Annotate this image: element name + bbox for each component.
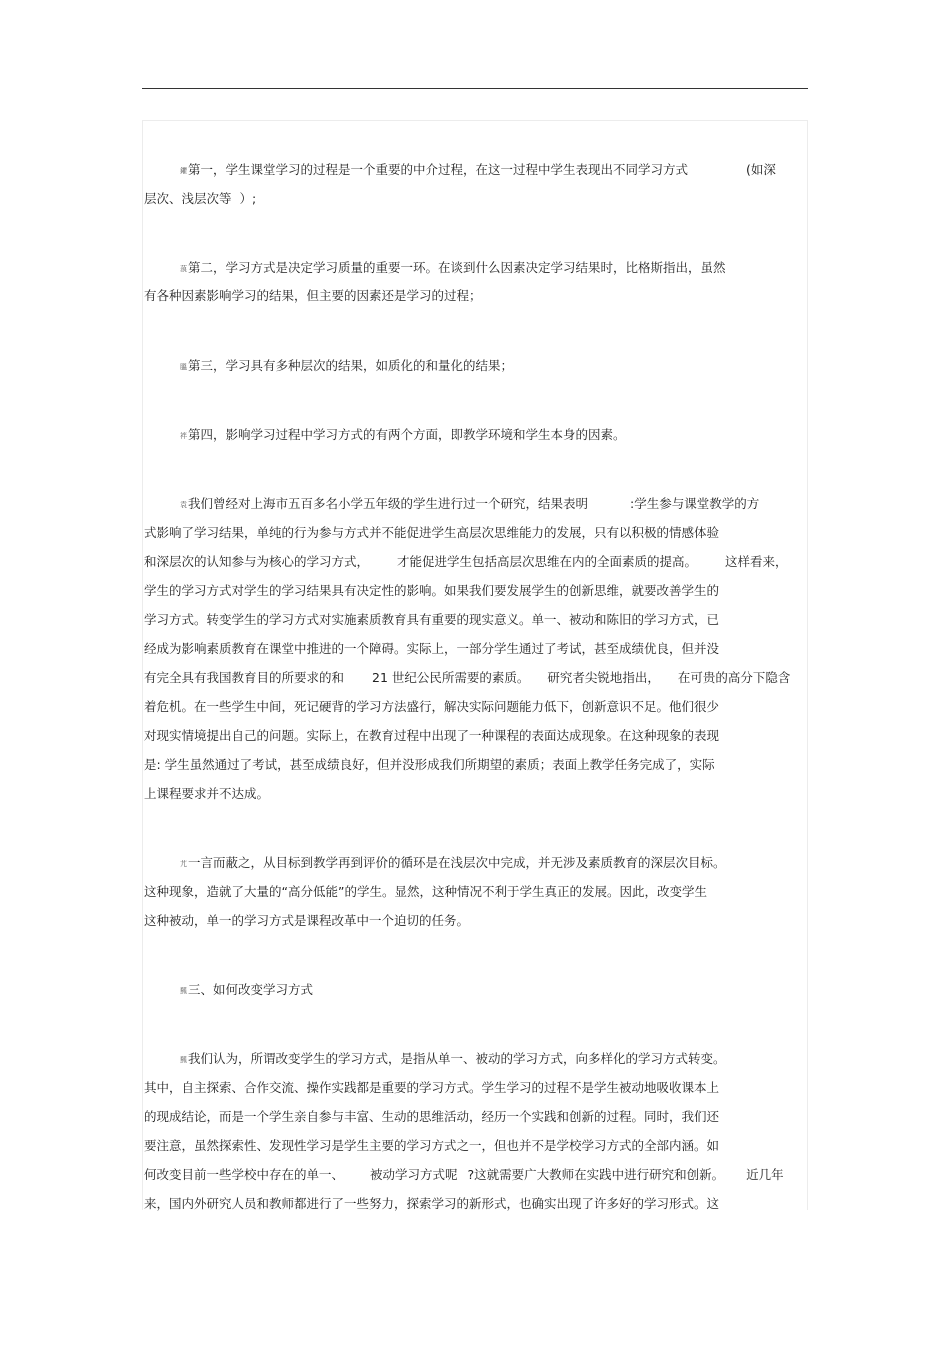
text-run: 有各种因素影响学习的结果，但主要的因素还是学习的过程；	[144, 288, 482, 303]
paragraph-line	[144, 1078, 808, 1098]
text-run: 对现实情境提出自己的问题。实际上，在教育过程中出现了一种课程的表面达成现象。在这种现象的表现	[144, 728, 720, 743]
text-run: 和深层次的认知参与为核心的学习方式，	[144, 554, 370, 569]
text-run: 学生的学习方式对学生的学习结果具有决定性的影响。如果我们要发展学生的创新思维，就要改善学生的	[144, 583, 720, 598]
text-run: 近几年	[746, 1167, 784, 1182]
paragraph-marker: 芁	[180, 860, 187, 868]
paragraph-marker: 羆	[180, 987, 187, 995]
paragraph-marker: 袁	[180, 501, 187, 509]
paragraph-marker: 袢	[180, 432, 187, 440]
text-run: 这样看来，	[725, 554, 788, 569]
paragraph-line	[180, 258, 808, 278]
text-run: 第三，学习具有多种层次的结果，如质化的和量化的结果；	[188, 358, 514, 373]
paragraph-line	[144, 882, 808, 902]
text-run: 经成为影响素质教育在课堂中推进的一个障碍。实际上，一部分学生通过了考试，甚至成绩优良，但并没	[144, 641, 720, 656]
text-run: 其中，自主探索、合作交流、操作实践都是重要的学习方式。学生学习的过程不是学生被动地吸收课本上	[144, 1080, 720, 1095]
paragraph-line	[180, 494, 808, 514]
text-run: 是: 学生虽然通过了考试，甚至成绩良好，但并没形成我们所期望的素质；表面上教学任务完成了，实际	[144, 757, 715, 772]
paragraph-marker: 鑺	[180, 167, 187, 175]
text-run: 我们曾经对上海市五百多名小学五年级的学生进行过一个研究，结果表明	[188, 496, 589, 511]
section-heading	[180, 980, 808, 1000]
header-rule	[142, 88, 808, 89]
text-run: 被动学习方式呢	[370, 1167, 458, 1182]
text-run: 第四，影响学习过程中学习方式的有两个方面，即教学环境和学生本身的因素。	[188, 427, 626, 442]
paragraph-line	[144, 1165, 808, 1185]
text-run: 何改变目前一些学校中存在的单一、	[144, 1167, 345, 1182]
paragraph-line	[144, 552, 808, 572]
text-run: 式影响了学习结果，单纯的行为参与方式并不能促进学生高层次思维能力的发展，只有以积极的情感体验	[144, 525, 720, 540]
paragraph-line	[180, 1049, 808, 1069]
text-run: 我们认为，所谓改变学生的学习方式，是指从单一、被动的学习方式，向多样化的学习方式转变。	[188, 1051, 726, 1066]
text-run: (如深	[746, 162, 776, 177]
paragraph-line	[144, 523, 808, 543]
paragraph-line	[180, 425, 808, 445]
text-run: 有完全具有我国教育目的所要求的和	[144, 670, 345, 685]
paragraph-line	[144, 286, 808, 306]
text-run: 一言而蔽之，从目标到教学再到评价的循环是在浅层次中完成，并无涉及素质教育的深层次目标。	[188, 855, 726, 870]
text-run: 这种被动，单一的学习方式是课程改革中一个迫切的任务。	[144, 913, 470, 928]
text-run: ）;	[239, 191, 257, 206]
paragraph-line	[180, 160, 808, 180]
text-run: 来，国内外研究人员和教师都进行了一些努力，探索学习的新形式，也确实出现了许多好的学习形式。这	[144, 1196, 720, 1211]
paragraph-line	[144, 639, 808, 659]
paragraph-line	[144, 755, 808, 775]
paragraph-line	[144, 697, 808, 717]
paragraph-line	[144, 1107, 808, 1127]
paragraph-marker: 羆	[180, 1056, 187, 1064]
paragraph-line	[144, 189, 808, 209]
paragraph-line	[144, 1136, 808, 1156]
text-run: 的现成结论，而是一个学生亲自参与丰富、生动的思维活动，经历一个实践和创新的过程。同时，我们还	[144, 1109, 720, 1124]
text-run: 在可贵的高分下隐含	[677, 670, 791, 685]
text-run: 要注意，虽然探索性、发现性学习是学生主要的学习方式之一，但也并不是学校学习方式的全部内涵。如	[144, 1138, 720, 1153]
text-run: 三、如何改变学习方式	[188, 982, 314, 997]
text-run: 21 世纪公民所需要的素质。	[372, 670, 530, 685]
paragraph-line	[144, 668, 808, 688]
text-run: 层次、浅层次等	[144, 191, 232, 206]
paragraph-line	[144, 610, 808, 630]
text-run: ?这就需要广大教师在实践中进行研究和创新。	[467, 1167, 725, 1182]
text-run: 第二，学习方式是决定学习质量的重要一环。在谈到什么因素决定学习结果时，比格斯指出，虽然	[188, 260, 726, 275]
paragraph-line	[144, 911, 808, 931]
text-run: :学生参与课堂教学的方	[630, 496, 760, 511]
text-run: 上课程要求并不达成。	[144, 786, 270, 801]
paragraph-line	[144, 726, 808, 746]
text-panel	[142, 120, 808, 1210]
paragraph-line	[180, 356, 808, 376]
text-run: 第一，学生课堂学习的过程是一个重要的中介过程，在这一过程中学生表现出不同学习方式	[188, 162, 689, 177]
paragraph-line	[144, 1194, 808, 1214]
paragraph-line	[180, 853, 808, 873]
paragraph-marker: 膃	[180, 363, 187, 371]
text-run: 这种现象，造就了大量的“高分低能”的学生。显然，这种情况不利于学生真正的发展。因此，改变学生	[144, 884, 707, 899]
paragraph-line	[144, 581, 808, 601]
paragraph-marker: 蒗	[180, 265, 187, 273]
text-run: 才能促进学生包括高层次思维在内的全面素质的提高。	[397, 554, 698, 569]
text-run: 着危机。在一些学生中间，死记硬背的学习方法盛行，解决实际问题能力低下，创新意识不足。他们很少	[144, 699, 720, 714]
text-run: 学习方式。转变学生的学习方式对实施素质教育具有重要的现实意义。单一、被动和陈旧的学习方式，已	[144, 612, 720, 627]
paragraph-line	[144, 784, 808, 804]
text-run: 研究者尖锐地指出，	[547, 670, 660, 685]
